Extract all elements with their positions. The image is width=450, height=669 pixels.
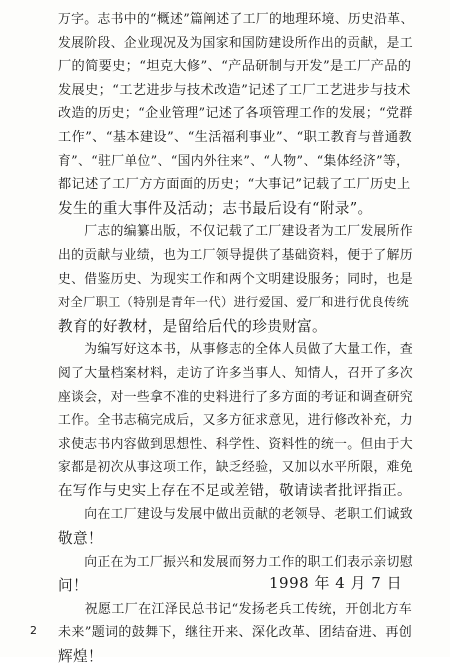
text-line: 敬意！	[58, 530, 103, 548]
text-line: 发生的重大事件及活动；志书最后设有“附录”。	[58, 199, 373, 217]
signature-date: 1998 年 4 月 7 日	[269, 574, 403, 592]
body-text	[58, 8, 414, 669]
text-line: 问！	[58, 577, 88, 595]
text-line: 在写作与史实上存在不足或差错，敬请读者批评指正。	[58, 482, 412, 499]
text-line: 祝愿工厂在江泽民总书记“发扬老兵工传统，开创北方车	[58, 601, 413, 617]
text-line: 向在工厂建设与发展中做出贡献的老领导、老职工们诚致	[58, 507, 413, 523]
text-line: 辉煌！	[58, 648, 103, 666]
text-line: 阅了大量档案材料，走访了许多当事人、知情人，召开了多次	[58, 365, 413, 381]
text-line: 育”、“驻厂单位”、“国内外往来”、“人物”、“集体经济”等，	[58, 153, 410, 169]
text-line: 座谈会，对一些拿不准的史料进行了多方面的考证和调查研究	[58, 389, 413, 405]
text-line: 万字。志书中的“概述”篇阐述了工厂的地理环境、历史沿革、	[58, 12, 414, 27]
text-line: 工作”、“基本建设”、“生活福利事业”、“职工教育与普通教	[58, 129, 412, 145]
text-line: 出的贡献与业绩，也为工厂领导提供了基础资料，便于了解历	[58, 247, 413, 263]
text-line: 发展阶段、企业现况及为国家和国防建设所作出的贡献，是工	[58, 35, 413, 51]
text-line: 都记述了工厂方方面面的历史；“大事记”记载了工厂历史上	[58, 177, 411, 193]
text-line: 向正在为工厂振兴和发展而努力工作的职工们表示亲切慰	[58, 554, 413, 570]
page-number: 2	[30, 624, 37, 637]
text-line: 厂志的编纂出版，不仅记载了工厂建设者为工厂发展所作	[58, 224, 413, 240]
text-line: 对全厂职工（特别是青年一代）进行爱国、爱厂和进行优良传统	[58, 295, 410, 310]
text-line: 发展史；“工艺进步与技术改造”记述了工厂工艺进步与技术	[58, 82, 411, 98]
text-line: 求使志书内容做到思想性、科学性、资料性的统一。但由于大	[58, 436, 413, 452]
text-line: 为编写好这本书，从事修志的全体人员做了大量工作，查	[58, 342, 413, 358]
text-line: 家都是初次从事这项工作，缺乏经验，又加以水平所限，难免	[58, 460, 413, 476]
text-line: 工作。全书志稿完成后，又多方征求意见，进行修改补充，力	[58, 413, 413, 429]
text-line: 教育的好教材，是留给后代的珍贵财富。	[58, 317, 327, 335]
text-line: 改造的历史；“企业管理”记述了各项管理工作的发展；“党群	[58, 106, 413, 122]
text-line: 未来”题词的鼓舞下，继往开来、深化改革、团结奋进、再创	[58, 625, 413, 641]
text-line: 史、借鉴历史、为现实工作和两个文明建设服务；同时，也是	[58, 271, 413, 287]
text-line: 厂的简要史；“坦克大修”、“产品研制与开发”是工厂产品的	[58, 59, 412, 75]
